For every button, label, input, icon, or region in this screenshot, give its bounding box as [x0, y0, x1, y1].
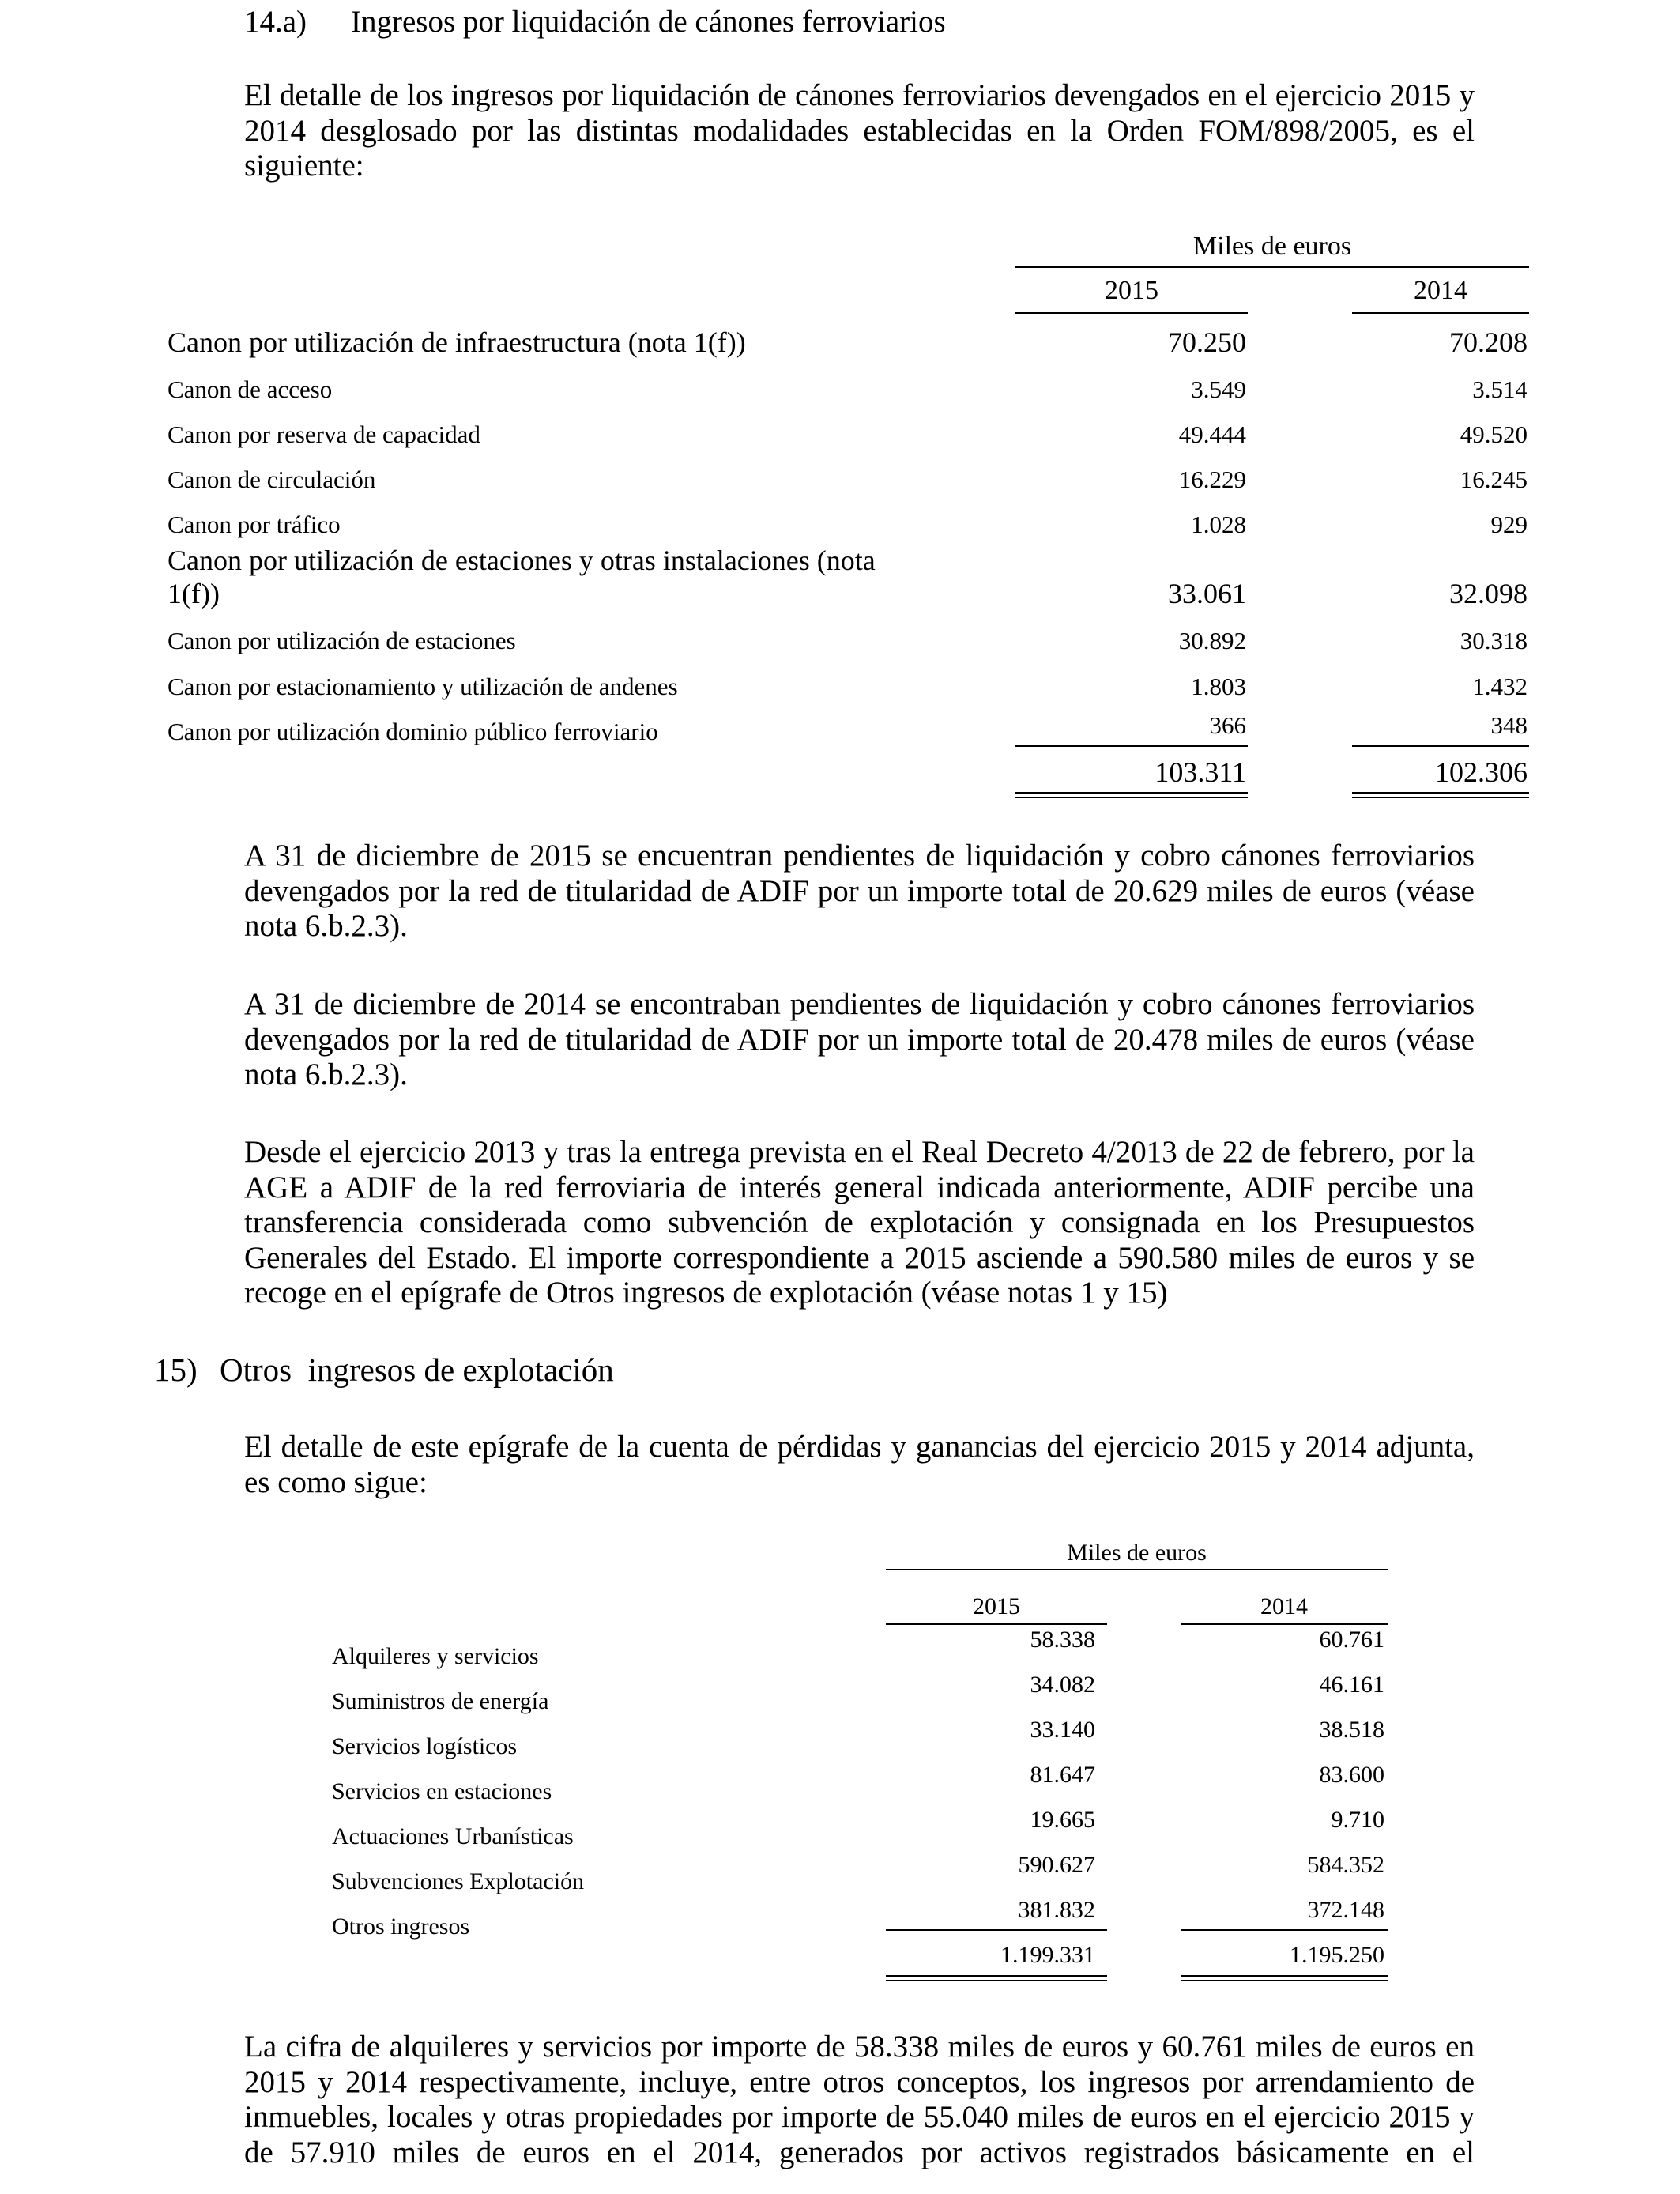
table-cell-2014: 46.161 — [1319, 1672, 1384, 1698]
table-cell-2014: 3.514 — [1472, 375, 1527, 403]
table2-header-rule — [886, 1569, 1388, 1570]
paragraph-pending-2014: A 31 de diciembre de 2014 se encontraban pendientes de liquidación y cobro cánones ferroviarios devengados por la red de titularidad de ADIF por un importe total de 20.478 miles de euros (véase nota 6.b.2.3). — [244, 987, 1475, 1091]
table1-col-2015: 2015 — [1105, 276, 1158, 305]
table2-total-2015: 1.199.331 — [1000, 1942, 1095, 1968]
table-cell-2014: 1.432 — [1472, 673, 1527, 700]
table-cell-2014: 60.761 — [1319, 1627, 1384, 1653]
table-cell-2014: 348 — [1490, 711, 1527, 739]
table2-total-double-rule-2015 — [886, 1975, 1107, 1981]
table1-subtotal-rule-2014 — [1352, 745, 1529, 747]
table-cell-2014: 372.148 — [1307, 1897, 1384, 1923]
table-row-label-continued: 1(f)) — [168, 578, 220, 609]
table-cell-2014: 16.245 — [1460, 466, 1527, 493]
table-cell-2014: 83.600 — [1319, 1762, 1384, 1788]
table1-subtotal-rule-2015 — [1015, 745, 1248, 747]
table2-unit-header: Miles de euros — [1067, 1540, 1207, 1566]
table1-unit-header: Miles de euros — [1192, 232, 1352, 261]
table2-subtotal-rule-2014 — [1181, 1929, 1388, 1931]
table-cell-2015: 366 — [1209, 711, 1246, 739]
table1-total-double-rule-2014 — [1352, 792, 1529, 798]
table-row-label: Suministros de energía — [332, 1688, 549, 1714]
section-14a-number: 14.a) — [244, 5, 307, 39]
table-cell-2014: 30.318 — [1460, 627, 1527, 654]
table-row-label: Canon por reserva de capacidad — [168, 420, 480, 448]
table-cell-2015: 590.627 — [1018, 1852, 1095, 1878]
table-cell-2015: 81.647 — [1030, 1762, 1095, 1788]
section-15-title: Otros ingresos de explotación — [220, 1351, 614, 1388]
table-row-label: Canon por tráfico — [168, 511, 341, 538]
table1-total-2015: 103.311 — [1155, 756, 1246, 788]
table2-col-2014-rule — [1181, 1623, 1388, 1625]
table-cell-2015: 1.028 — [1191, 511, 1246, 538]
table-cell-2015: 58.338 — [1030, 1627, 1095, 1653]
table-cell-2014: 49.520 — [1460, 420, 1527, 448]
table-cell-2015: 16.229 — [1178, 466, 1246, 493]
table-row-label: Otros ingresos — [332, 1913, 470, 1940]
table-cell-2015: 49.444 — [1178, 420, 1246, 448]
table-cell-2014: 38.518 — [1319, 1717, 1384, 1743]
table-cell-2014: 929 — [1490, 511, 1527, 538]
table2-total-2014: 1.195.250 — [1290, 1942, 1384, 1968]
table-cell-2015: 381.832 — [1018, 1897, 1095, 1923]
table-cell-2015: 19.665 — [1030, 1807, 1095, 1833]
section-15-intro: El detalle de este epígrafe de la cuenta de pérdidas y ganancias del ejercicio 2015 y 2014 adjunta, es como sigue: — [244, 1430, 1475, 1499]
table-row-label: Servicios logísticos — [332, 1733, 518, 1759]
paragraph-transfer-subsidy: Desde el ejercicio 2013 y tras la entrega prevista en el Real Decreto 4/2013 de 22 de febrero, por la AGE a ADIF de la red ferroviaria de interés general indicada anteriormente, ADIF percibe una transferencia considerada como subvención de explotación y consignada en los Presupuestos Generales del Estado. El importe correspondiente a 2015 asciende a 590.580 miles de euros y se recoge en el epígrafe de Otros ingresos de explotación (véase notas 1 y 15) — [244, 1135, 1475, 1310]
table-row-label: Canon de circulación — [168, 466, 376, 493]
table-cell-2015: 3.549 — [1191, 375, 1246, 403]
table1-col-2015-rule — [1015, 312, 1248, 314]
table-cell-2015: 70.250 — [1168, 326, 1246, 358]
table-cell-2015: 30.892 — [1178, 627, 1246, 654]
section-15-number: 15) — [154, 1351, 198, 1388]
table-cell-2014: 70.208 — [1449, 326, 1527, 358]
table1-header-rule — [1015, 266, 1529, 268]
paragraph-pending-2015: A 31 de diciembre de 2015 se encuentran pendientes de liquidación y cobro cánones ferroviarios devengados por la red de titularidad de ADIF por un importe total de 20.629 miles de euros (véase nota 6.b.2.3). — [244, 839, 1475, 943]
table-cell-2015: 33.061 — [1168, 578, 1246, 609]
table2-col-2015-rule — [886, 1623, 1107, 1625]
table-row-label: Servicios en estaciones — [332, 1778, 552, 1804]
paragraph-alquileres: La cifra de alquileres y servicios por importe de 58.338 miles de euros y 60.761 miles de euros en 2015 y 2014 respectivamente, incluye, entre otros conceptos, los ingresos por arrendamiento de inmuebles, locales y otras propiedades por importe de 55.040 miles de euros en el ejercicio 2015 y de 57.910 miles de euros en el 2014, generados por activos registrados básicamente en el — [244, 2030, 1475, 2169]
table1-col-2014: 2014 — [1414, 276, 1467, 305]
table2-subtotal-rule-2015 — [886, 1929, 1107, 1931]
table1-col-2014-rule — [1352, 312, 1529, 314]
table2-col-2015: 2015 — [973, 1593, 1020, 1619]
table-row-label: Canon por estacionamiento y utilización de andenes — [168, 673, 678, 700]
table-cell-2014: 584.352 — [1307, 1852, 1384, 1878]
table-cell-2015: 33.140 — [1030, 1717, 1095, 1743]
section-14a-intro: El detalle de los ingresos por liquidación de cánones ferroviarios devengados en el ejercicio 2015 y 2014 desglosado por las distintas modalidades establecidas en la Orden FOM/898/2005, es el siguiente: — [244, 78, 1475, 183]
table1-total-2014: 102.306 — [1435, 756, 1527, 788]
table-row-label: Canon por utilización de estaciones y otras instalaciones (nota — [168, 545, 876, 576]
table-cell-2015: 34.082 — [1030, 1672, 1095, 1698]
table-row-label: Canon de acceso — [168, 375, 333, 403]
table-row-label: Canon por utilización dominio público ferroviario — [168, 718, 658, 745]
table-row-label: Subvenciones Explotación — [332, 1868, 585, 1894]
table1-total-double-rule-2015 — [1015, 792, 1248, 798]
table2-total-double-rule-2014 — [1181, 1975, 1388, 1981]
table-row-label: Alquileres y servicios — [332, 1643, 539, 1669]
table-row-label: Canon por utilización de infraestructura (nota 1(f)) — [168, 326, 746, 358]
section-14a-title: Ingresos por liquidación de cánones ferroviarios — [351, 5, 946, 39]
table-row-label: Canon por utilización de estaciones — [168, 627, 516, 654]
table-row-label: Actuaciones Urbanísticas — [332, 1823, 574, 1849]
table-cell-2014: 32.098 — [1449, 578, 1527, 609]
table-cell-2015: 1.803 — [1191, 673, 1246, 700]
table-cell-2014: 9.710 — [1331, 1807, 1384, 1833]
table2-col-2014: 2014 — [1260, 1593, 1308, 1619]
